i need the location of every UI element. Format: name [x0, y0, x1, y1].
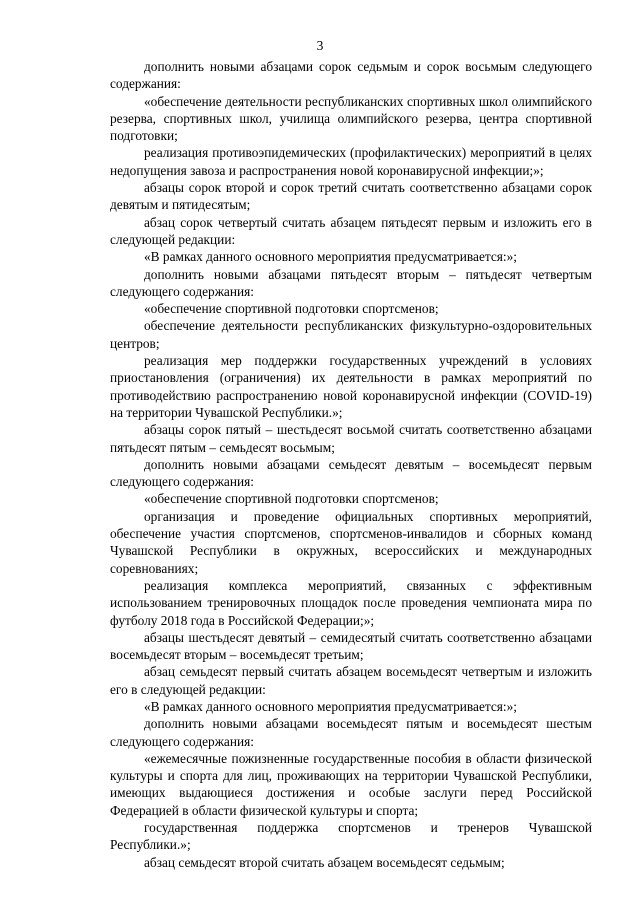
paragraph: «В рамках данного основного мероприятия предусматривается:»; — [144, 249, 518, 265]
paragraph: абзацы сорок второй и сорок третий считать соответственно абзацами сорок девятым и пятидесятым; — [110, 180, 592, 213]
paragraph: «обеспечение деятельности республиканских спортивных школ олимпийского резерва, спортивных школ, училища олимпийского резерва, центра спортивной подготовки; — [110, 93, 592, 144]
paragraph: государственная поддержка спортсменов и тренеров Чувашской Республики.»; — [110, 820, 592, 853]
paragraph: дополнить новыми абзацами пятьдесят вторым – пятьдесят четвертым следующего содержания: — [110, 266, 592, 299]
paragraph: дополнить новыми абзацами сорок седьмым и сорок восьмым следующего содержания: — [110, 59, 592, 92]
paragraph: абзац сорок четвертый считать абзацем пятьдесят первым и изложить его в следующей редакции: — [110, 214, 592, 247]
document-body — [110, 58, 592, 871]
paragraph: дополнить новыми абзацами восемьдесят пятым и восемьдесят шестым следующего содержания: — [110, 716, 592, 749]
paragraph: обеспечение деятельности республиканских физкультурно-оздоровительных центров; — [110, 318, 592, 351]
paragraph: реализация противоэпидемических (профилактических) мероприятий в целях недопущения завоза и распространения новой коронавирусной инфекции;»; — [110, 145, 592, 178]
paragraph: абзац семьдесят первый считать абзацем восемьдесят четвертым и изложить его в следующей редакции: — [110, 664, 592, 697]
paragraph: абзацы сорок пятый – шестьдесят восьмой считать соответственно абзацами пятьдесят пятым – семьдесят восьмым; — [110, 422, 592, 455]
paragraph: реализация комплекса мероприятий, связанных с эффективным использованием тренировочных площадок после проведения чемпионата мира по футболу 2018 года в Российской Федерации;»; — [110, 577, 592, 628]
paragraph: дополнить новыми абзацами семьдесят девятым – восемьдесят первым следующего содержания: — [110, 456, 592, 490]
paragraph: «обеспечение спортивной подготовки спортсменов; — [144, 491, 439, 507]
paragraph: «обеспечение спортивной подготовки спортсменов; — [144, 301, 439, 317]
paragraph: реализация мер поддержки государственных учреждений в условиях приостановления (ограничения) их деятельности в рамках мероприятий по противодействию распространению новой коронавирусной инфекции (COVID-19) на территории Чувашской Республики.»; — [110, 353, 592, 420]
paragraph: «ежемесячные пожизненные государственные пособия в области физической культуры и спорта для лиц, проживающих на территории Чувашской Республики, имеющих выдающиеся достижения и особые заслуги перед Российской Федерацией в области физической культуры и спорта; — [110, 750, 592, 818]
paragraph: организация и проведение официальных спортивных мероприятий, обеспечение участия спортсменов, спортсменов-инвалидов и сборных команд Чувашской Республики в окружных, всероссийских и международных соревнованиях; — [110, 508, 592, 576]
paragraph: абзац семьдесят второй считать абзацем восемьдесят седьмым; — [144, 854, 505, 870]
paragraph: абзацы шестьдесят девятый – семидесятый считать соответственно абзацами восемьдесят вторым – восемьдесят третьим; — [110, 629, 592, 663]
page-number: 3 — [316, 38, 324, 53]
paragraph: «В рамках данного основного мероприятия предусматривается:»; — [144, 698, 518, 714]
